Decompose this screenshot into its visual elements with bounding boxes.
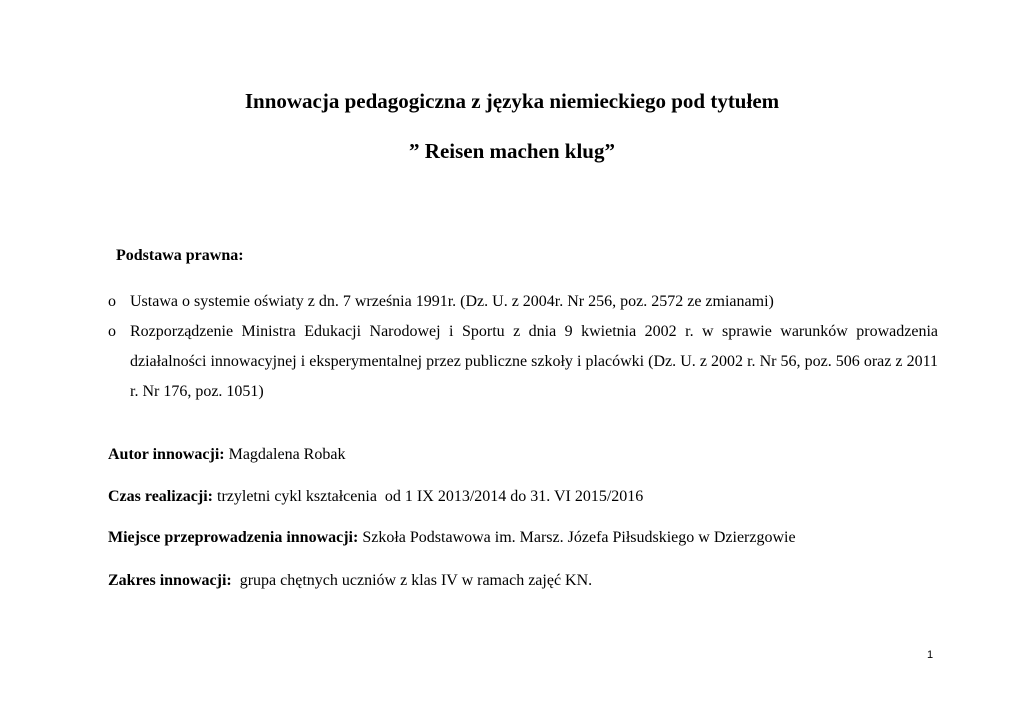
- document-title-line-2: ” Reisen machen klug”: [409, 139, 615, 163]
- author-line: [108, 446, 345, 464]
- scope-label: Zakres innowacji:: [108, 572, 232, 589]
- duration-value: trzyletni cykl kształcenia od 1 IX 2013/2014 do 31. VI 2015/2016: [213, 488, 644, 505]
- page-number: 1: [927, 649, 934, 661]
- legal-basis-item-text: Rozporządzenie Ministra Edukacji Narodowej i Sportu z dnia 9 kwietnia 2002 r. w sprawie warunków prowadzenia działalności innowacyjnej i eksperymentalnej przez publiczne szkoły i placówki (Dz. U. z 2002 r. Nr 56, poz. 506 oraz z 2011 r. Nr 176, poz. 1051): [130, 323, 938, 400]
- place-line: [108, 529, 796, 547]
- duration-line: [108, 488, 643, 506]
- author-value: Magdalena Robak: [224, 446, 346, 463]
- place-label: Miejsce przeprowadzenia innowacji:: [108, 529, 359, 546]
- legal-basis-heading: Podstawa prawna:: [116, 247, 244, 264]
- author-label: Autor innowacji:: [108, 446, 225, 463]
- place-value: Szkoła Podstawowa im. Marsz. Józefa Piłsudskiego w Dzierzgowie: [358, 529, 796, 546]
- legal-basis-item-text: Ustawa o systemie oświaty z dn. 7 września 1991r. (Dz. U. z 2004r. Nr 256, poz. 2572 ze zmianami): [130, 293, 774, 310]
- bullet-circle-icon: o: [108, 293, 116, 310]
- bullet-circle-icon: o: [108, 323, 116, 340]
- scope-value: grupa chętnych uczniów z klas IV w ramach zajęć KN.: [231, 572, 593, 589]
- legal-basis-list: [108, 287, 938, 407]
- document-title-line-1: Innowacja pedagogiczna z języka niemieckiego pod tytułem: [244, 89, 780, 113]
- duration-label: Czas realizacji:: [108, 488, 213, 505]
- legal-basis-item: [108, 317, 938, 407]
- scope-line: [108, 572, 592, 590]
- legal-basis-item: [108, 287, 938, 317]
